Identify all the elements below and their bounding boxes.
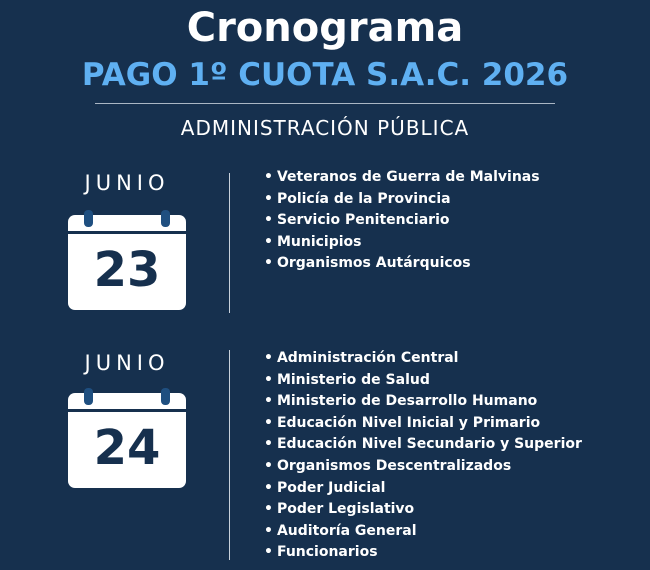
bullet: • (264, 522, 273, 539)
page-subtitle: PAGO 1º CUOTA S.A.C. 2026 (81, 57, 569, 93)
list-item (264, 478, 582, 500)
bullet: • (264, 414, 273, 431)
list-item-label: Ministerio de Salud (276, 371, 430, 388)
divider-line (229, 350, 230, 560)
list-item (264, 370, 582, 392)
month-label: JUNIO (84, 351, 170, 375)
bullet: • (264, 393, 273, 410)
list-item (264, 413, 582, 435)
list-item-label: Educación Nivel Secundario y Superior (276, 436, 582, 453)
list-item-label: Organismos Autárquicos (276, 255, 471, 272)
list-item-label: Educación Nivel Inicial y Primario (276, 414, 541, 431)
calendar-ring-left (84, 210, 93, 227)
list-item-label: Organismos Descentralizados (276, 457, 512, 474)
list-item (264, 391, 582, 413)
list-item (264, 232, 540, 254)
calendar-day: 23 (93, 242, 161, 298)
list-item (264, 210, 540, 232)
section-label: ADMINISTRACIÓN PÚBLICA (180, 116, 470, 140)
bullet: • (264, 501, 273, 518)
list-item (264, 189, 540, 211)
calendar-ring-right (161, 210, 170, 227)
calendar-day: 24 (93, 420, 161, 476)
bullet: • (264, 169, 273, 185)
list-item-label: Municipios (276, 233, 362, 250)
list-item-label: Ministerio de Desarrollo Humano (276, 393, 538, 410)
bullet: • (264, 544, 273, 561)
list-item (264, 521, 582, 543)
bullet: • (264, 233, 273, 250)
page-title: Cronograma (186, 5, 464, 51)
list-item (264, 253, 540, 275)
list-item-label: Servicio Penitenciario (276, 212, 450, 229)
bullet: • (264, 255, 273, 272)
list-item-label: Auditoría General (276, 522, 417, 539)
bullet: • (264, 371, 273, 388)
list-item-label: Poder Legislativo (276, 501, 415, 518)
bullet: • (264, 212, 273, 229)
calendar-ring-right (161, 388, 170, 405)
divider-line (229, 173, 230, 313)
bullet: • (264, 479, 273, 496)
list-item-label: Funcionarios (276, 544, 378, 561)
bullet: • (264, 436, 273, 453)
list-item-label: Poder Judicial (276, 479, 386, 496)
calendar-ring-left (84, 388, 93, 405)
calendar-icon (68, 215, 186, 310)
bullet: • (264, 457, 273, 474)
list-item-label: Policía de la Provincia (276, 190, 451, 207)
agency-list (264, 348, 582, 564)
list-item-label: Administración Central (276, 350, 459, 366)
header-divider (95, 103, 555, 104)
list-item (264, 434, 582, 456)
list-item (264, 456, 582, 478)
list-item (264, 348, 582, 370)
calendar-band (68, 409, 186, 412)
bullet: • (264, 350, 273, 366)
bullet: • (264, 190, 273, 207)
list-item (264, 542, 582, 564)
list-item-label: Veteranos de Guerra de Malvinas (276, 169, 540, 185)
list-item (264, 167, 540, 189)
calendar-icon (68, 393, 186, 488)
calendar-band (68, 231, 186, 234)
agency-list (264, 167, 540, 275)
list-item (264, 499, 582, 521)
month-label: JUNIO (84, 171, 170, 195)
